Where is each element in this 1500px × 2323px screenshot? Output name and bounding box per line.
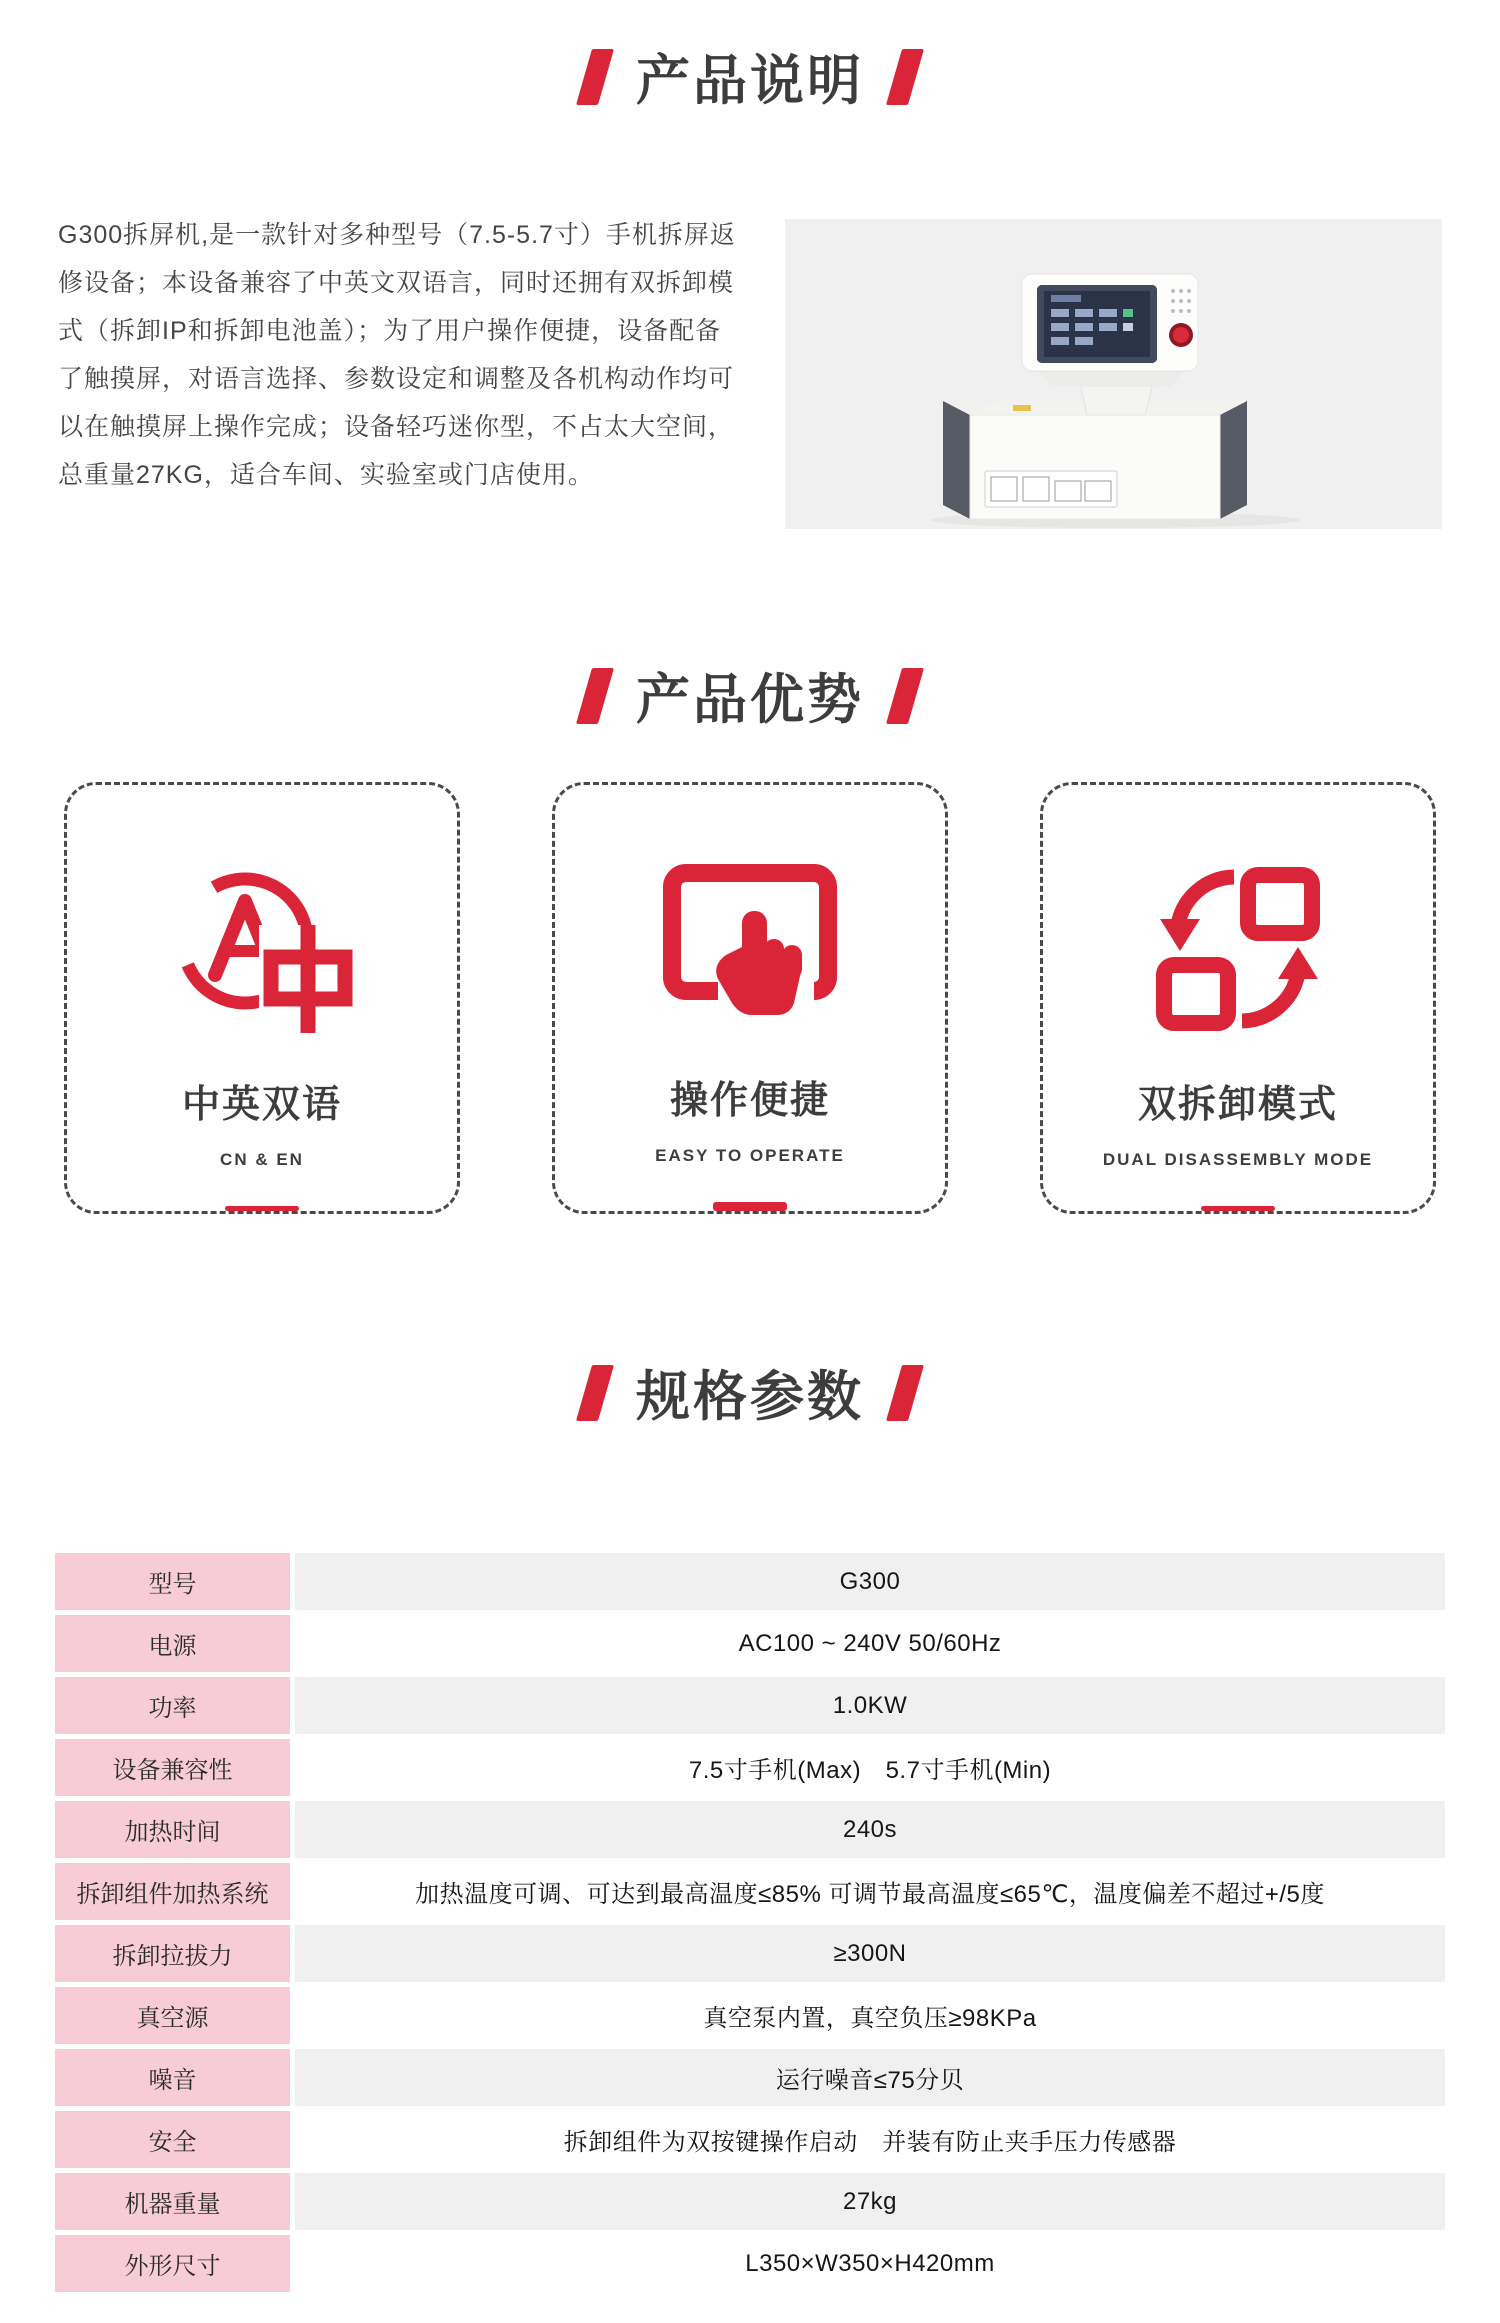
translate-icon xyxy=(167,863,357,1035)
dual-mode-swap-icon xyxy=(1148,863,1328,1035)
red-underline-bar xyxy=(1201,1206,1275,1211)
spec-row-weight xyxy=(55,2173,1445,2230)
spec-row-compatibility xyxy=(55,1739,1445,1796)
spec-value: 1.0KW xyxy=(295,1677,1445,1734)
spec-row-dimensions xyxy=(55,2235,1445,2292)
product-machine-photo xyxy=(785,219,1442,529)
description-section-header xyxy=(0,0,1500,115)
advantage-card-title: 双拆卸模式 xyxy=(1137,1084,1338,1126)
spec-value: AC100 ~ 240V 50/60Hz xyxy=(295,1615,1445,1672)
advantage-card-title: 中英双语 xyxy=(181,1084,342,1126)
red-slash-icon xyxy=(576,668,614,724)
advantage-card-subtitle: CN & EN xyxy=(220,1150,304,1169)
product-photo-panel xyxy=(785,219,1442,529)
advantage-cards xyxy=(0,782,1500,1214)
spec-row-heating-system xyxy=(55,1863,1445,1920)
spec-value: 运行噪音≤75分贝 xyxy=(295,2049,1445,2106)
spec-value: 7.5寸手机(Max) 5.7寸手机(Min) xyxy=(295,1739,1445,1796)
spec-row-pull-force xyxy=(55,1925,1445,1982)
spec-table xyxy=(55,1553,1445,2292)
red-underline-bar xyxy=(225,1206,299,1211)
spec-row-power-supply xyxy=(55,1615,1445,1672)
red-underline-bar xyxy=(713,1202,787,1211)
description-section-title: 产品说明 xyxy=(636,51,864,111)
red-slash-icon xyxy=(886,1365,924,1421)
spec-value: 27kg xyxy=(295,2173,1445,2230)
advantage-card-title: 操作便捷 xyxy=(669,1080,830,1122)
spec-value: 240s xyxy=(295,1801,1445,1858)
spec-value: L350×W350×H420mm xyxy=(295,2235,1445,2292)
spec-value: 拆卸组件为双按键操作启动 并装有防止夹手压力传感器 xyxy=(295,2111,1445,2168)
spec-label: 拆卸组件加热系统 xyxy=(55,1863,290,1920)
spec-label: 拆卸拉拔力 xyxy=(55,1925,290,1982)
spec-row-safety xyxy=(55,2111,1445,2168)
specs-section-title: 规格参数 xyxy=(636,1367,864,1427)
spec-label: 功率 xyxy=(55,1677,290,1734)
red-slash-icon xyxy=(886,49,924,105)
spec-value: G300 xyxy=(295,1553,1445,1610)
advantages-section-header xyxy=(0,657,1500,734)
spec-label: 电源 xyxy=(55,1615,290,1672)
spec-label: 设备兼容性 xyxy=(55,1739,290,1796)
description-content xyxy=(0,219,1500,529)
spec-label: 型号 xyxy=(55,1553,290,1610)
spec-value: 真空泵内置，真空负压≥98KPa xyxy=(295,1987,1445,2044)
spec-row-model xyxy=(55,1553,1445,1610)
product-description-text: G300拆屏机,是一款针对多种型号（7.5-5.7寸）手机拆屏返修设备；本设备兼容了中英文双语言，同时还拥有双拆卸模式（拆卸IP和拆卸电池盖）；为了用户操作便捷，设备配备了触摸屏，对语言选择、参数设定和调整及各机构动作均可以在触摸屏上操作完成；设备轻巧迷你型，不占太大空间，总重量27KG，适合车间、实验室或门店使用。 xyxy=(58,221,736,489)
spec-row-noise xyxy=(55,2049,1445,2106)
red-slash-icon xyxy=(576,49,614,105)
advantage-card-subtitle: EASY TO OPERATE xyxy=(655,1146,845,1165)
spec-row-heating-time xyxy=(55,1801,1445,1858)
advantages-section-title: 产品优势 xyxy=(636,670,864,730)
advantage-card-subtitle: DUAL DISASSEMBLY MODE xyxy=(1102,1150,1374,1169)
spec-label: 外形尺寸 xyxy=(55,2235,290,2292)
spec-value: ≥300N xyxy=(295,1925,1445,1982)
advantage-card-easy-operate xyxy=(552,782,948,1214)
spec-label: 噪音 xyxy=(55,2049,290,2106)
spec-row-power xyxy=(55,1677,1445,1734)
spec-label: 安全 xyxy=(55,2111,290,2168)
red-slash-icon xyxy=(886,668,924,724)
touch-screen-icon xyxy=(660,863,840,1031)
spec-row-vacuum xyxy=(55,1987,1445,2044)
spec-label: 加热时间 xyxy=(55,1801,290,1858)
advantage-card-dual-mode xyxy=(1040,782,1436,1214)
spec-label: 机器重量 xyxy=(55,2173,290,2230)
specs-section-header xyxy=(0,1354,1500,1431)
red-slash-icon xyxy=(576,1365,614,1421)
spec-label: 真空源 xyxy=(55,1987,290,2044)
advantage-card-bilingual xyxy=(64,782,460,1214)
spec-value: 加热温度可调、可达到最高温度≤85% 可调节最高温度≤65℃，温度偏差不超过+/5度 xyxy=(295,1863,1445,1920)
